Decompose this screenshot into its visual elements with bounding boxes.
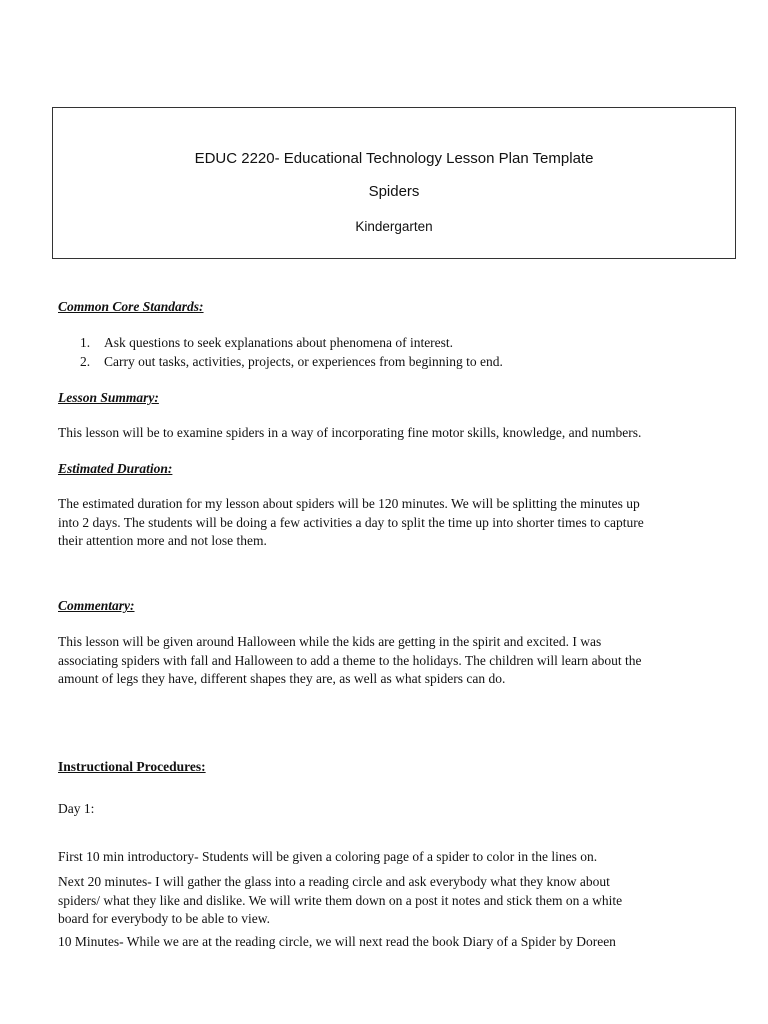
estimated-duration-text: The estimated duration for my lesson about spiders will be 120 minutes. We will be splitting the minutes up into 2 days. The students will be doing a few activities a day to split the time up into shorter times to capture their attention more and not lose them.	[58, 496, 644, 548]
procedure-first: First 10 min introductory- Students will be given a coloring page of a spider to color in the lines on.	[58, 849, 598, 864]
procedure-next: Next 20 minutes- I will gather the glass into a reading circle and ask everybody what they know about spiders/ what they like and dislike. We will write them down on a post it notes and stick them on a white board for everybody to be able to view.	[58, 874, 623, 926]
common-core-heading: Common Core Standards:	[58, 299, 204, 314]
day-label: Day 1:	[58, 801, 95, 816]
commentary-heading: Commentary:	[58, 598, 135, 613]
standards-list	[58, 334, 503, 371]
estimated-duration-heading: Estimated Duration:	[58, 461, 173, 476]
lesson-summary-text: This lesson will be to examine spiders in a way of incorporating fine motor skills, knowledge, and numbers.	[58, 425, 642, 440]
procedure-ten-minutes: 10 Minutes- While we are at the reading circle, we will next read the book Diary of a Spider by Doreen	[58, 934, 616, 949]
grade-level: Kindergarten	[355, 219, 433, 234]
instructional-procedures-heading: Instructional Procedures:	[58, 759, 206, 774]
lesson-summary-heading: Lesson Summary:	[58, 390, 159, 405]
standard-item: 2. Carry out tasks, activities, projects, or experiences from beginning to end.	[80, 353, 503, 369]
document-title: EDUC 2220- Educational Technology Lesson Plan Template	[194, 150, 594, 167]
commentary-text: This lesson will be given around Halloween while the kids are getting in the spirit and excited. I was associating spiders with fall and Halloween to add a theme to the holidays. The children will learn about the amount of legs they have, different shapes they are, as well as what spiders can do.	[58, 634, 642, 686]
document-subtitle: Spiders	[368, 183, 420, 200]
standard-item: 1. Ask questions to seek explanations about phenomena of interest.	[80, 335, 454, 350]
header-box	[52, 107, 736, 259]
